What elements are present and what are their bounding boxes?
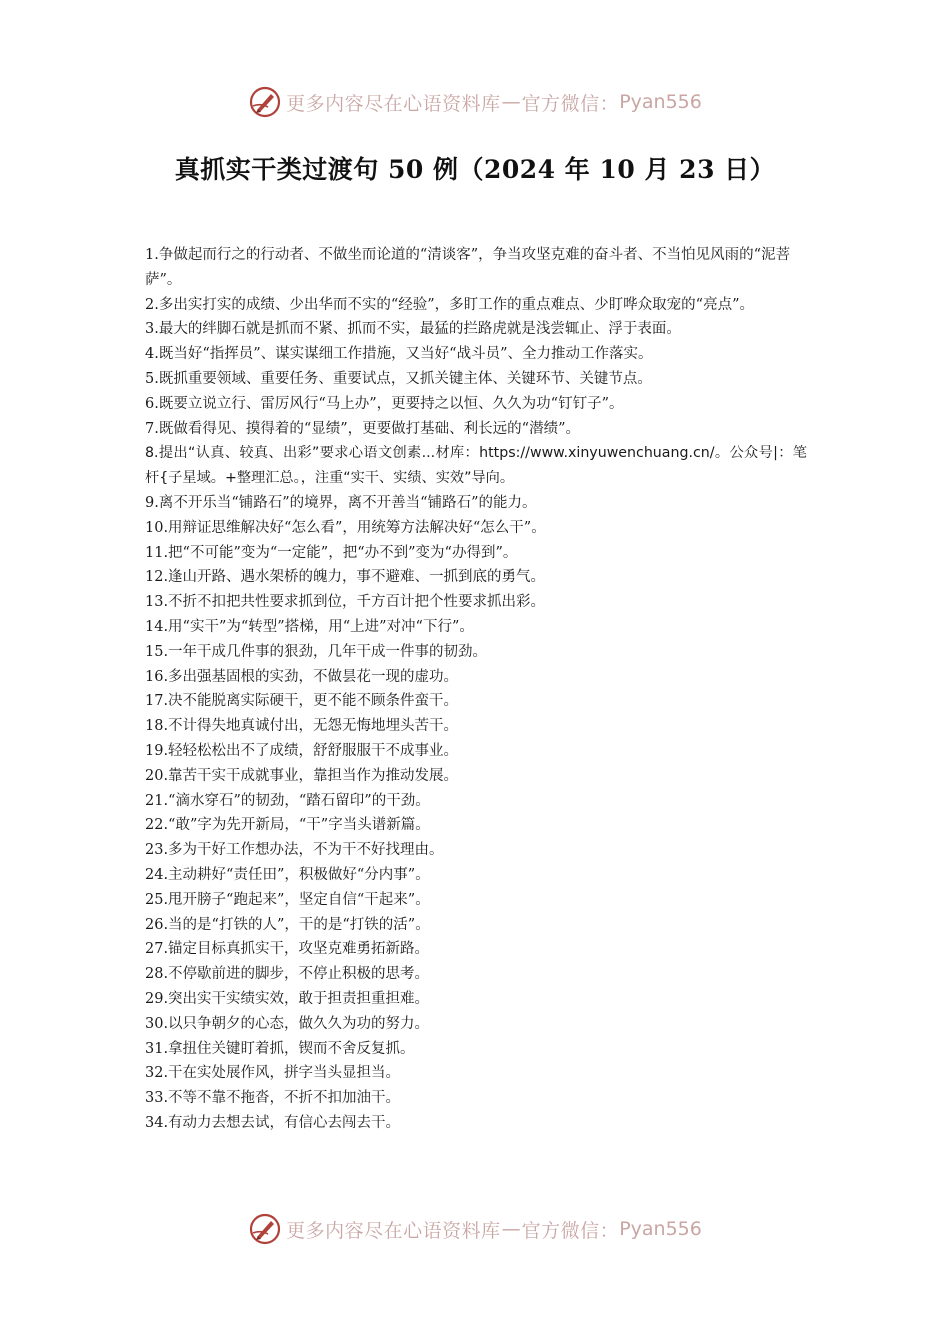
page-title: 真抓实干类过渡句 50 例（2024 年 10 月 23 日）	[174, 155, 776, 184]
list-item: 9.离不开乐当“铺路石”的境界，离不开善当“铺路石”的能力。	[145, 494, 537, 511]
list-item: 10.用辩证思维解决好“怎么看”，用统筹方法解决好“怎么干”。	[145, 519, 546, 536]
list-item: 3.最大的绊脚石就是抓而不紧、抓而不实，最猛的拦路虎就是浅尝辄止、浮于表面。	[145, 321, 681, 338]
list-item: 34.有动力去想去试，有信心去闯去干。	[145, 1114, 401, 1131]
list-item: 17.决不能脱离实际硬干，更不能不顾条件蛮干。	[145, 693, 459, 710]
list-item: 20.靠苦干实干成就事业，靠担当作为推动发展。	[145, 767, 459, 784]
list-item: 25.甩开膀子“跑起来”，坚定自信“干起来”。	[145, 891, 430, 908]
list-item: 23.多为干好工作想办法，不为干不好找理由。	[145, 842, 444, 859]
list-item: 13.不折不扣把共性要求抓到位，千方百计把个性要求抓出彩。	[145, 594, 546, 611]
list-item: 21.“滴水穿石”的韧劲，“踏石留印”的干劲。	[145, 792, 430, 809]
list-item: 32.干在实处展作风，拼字当头显担当。	[145, 1065, 401, 1082]
sentence-list	[145, 243, 807, 1136]
list-item: 6.既要立说立行、雷厉风行“马上办”，更要持之以恒、久久为功“钉钉子”。	[145, 395, 624, 412]
list-item: 14.用“实干”为“转型”搭梯，用“上进”对冲“下行”。	[145, 618, 474, 635]
pen-logo-icon	[248, 1212, 282, 1246]
list-item: 4.既当好“指挥员”、谋实谋细工作措施，又当好“战斗员”、全力推动工作落实。	[145, 346, 653, 363]
list-item: 30.以只争朝夕的心态，做久久为功的努力。	[145, 1015, 430, 1032]
list-item: 2.多出实打实的成绩、少出华而不实的“经验”，多盯工作的重点难点、少盯哗众取宠的“亮点”。	[145, 296, 754, 313]
list-item: 1.争做起而行之的行动者、不做坐而论道的“清谈客”，争当攻坚克难的奋斗者、不当怕见风雨的“泥菩萨”。	[145, 247, 791, 288]
banner-text: 更多内容尽在心语资料库	[286, 92, 501, 115]
banner-label: 官方微信：	[521, 92, 620, 115]
list-item: 11.把“不可能”变为“一定能”，把“办不到”变为“办得到”。	[145, 544, 518, 561]
list-item: 5.既抓重要领域、重要任务、重要试点，又抓关键主体、关键环节、关键节点。	[145, 370, 652, 387]
list-item: 18.不计得失地真诚付出，无怨无悔地埋头苦干。	[145, 718, 459, 735]
header-banner	[0, 82, 950, 122]
pen-logo-icon	[248, 85, 282, 119]
list-item: 22.“敢”字为先开新局，“干”字当头谱新篇。	[145, 817, 430, 834]
list-item: 16.多出强基固根的实劲，不做昙花一现的虚功。	[145, 668, 459, 685]
list-item: 12.逢山开路、遇水架桥的魄力，事不避难、一抓到底的勇气。	[145, 569, 546, 586]
footer-banner	[0, 1209, 950, 1249]
list-item: 24.主动耕好“责任田”，积极做好“分内事”。	[145, 866, 430, 883]
banner-wechat-id: Pyan556	[619, 91, 702, 113]
list-item: 28.不停歇前进的脚步，不停止积极的思考。	[145, 966, 430, 983]
banner-separator: —	[501, 91, 521, 113]
list-item: 29.突出实干实绩实效，敢于担责担重担难。	[145, 990, 430, 1007]
list-item: 15.一年干成几件事的狠劲，几年干成一件事的韧劲。	[145, 643, 488, 660]
list-item: 33.不等不靠不拖沓，不折不扣加油干。	[145, 1090, 401, 1107]
banner-text: 更多内容尽在心语资料库	[286, 1219, 501, 1242]
banner-label: 官方微信：	[521, 1219, 620, 1242]
list-item: 7.既做看得见、摸得着的“显绩”，更要做打基础、利长远的“潜绩”。	[145, 420, 580, 437]
list-item: 19.轻轻松松出不了成绩，舒舒服服干不成事业。	[145, 742, 459, 759]
banner-wechat-id: Pyan556	[619, 1218, 702, 1240]
list-item: 26.当的是“打铁的人”，干的是“打铁的活”。	[145, 916, 430, 933]
list-item: 27.锚定目标真抓实干，攻坚克难勇拓新路。	[145, 941, 430, 958]
list-item: 8.提出“认真、较真、出彩”要求心语文创素...材库：https://www.xinyuwenchuang.cn/。公众号|：笔杆{子星域。+整理汇总。，注重“实干、实绩、实效”导向。	[145, 445, 807, 487]
list-item: 31.拿扭住关键盯着抓，锲而不舍反复抓。	[145, 1040, 415, 1057]
banner-separator: —	[501, 1218, 521, 1240]
